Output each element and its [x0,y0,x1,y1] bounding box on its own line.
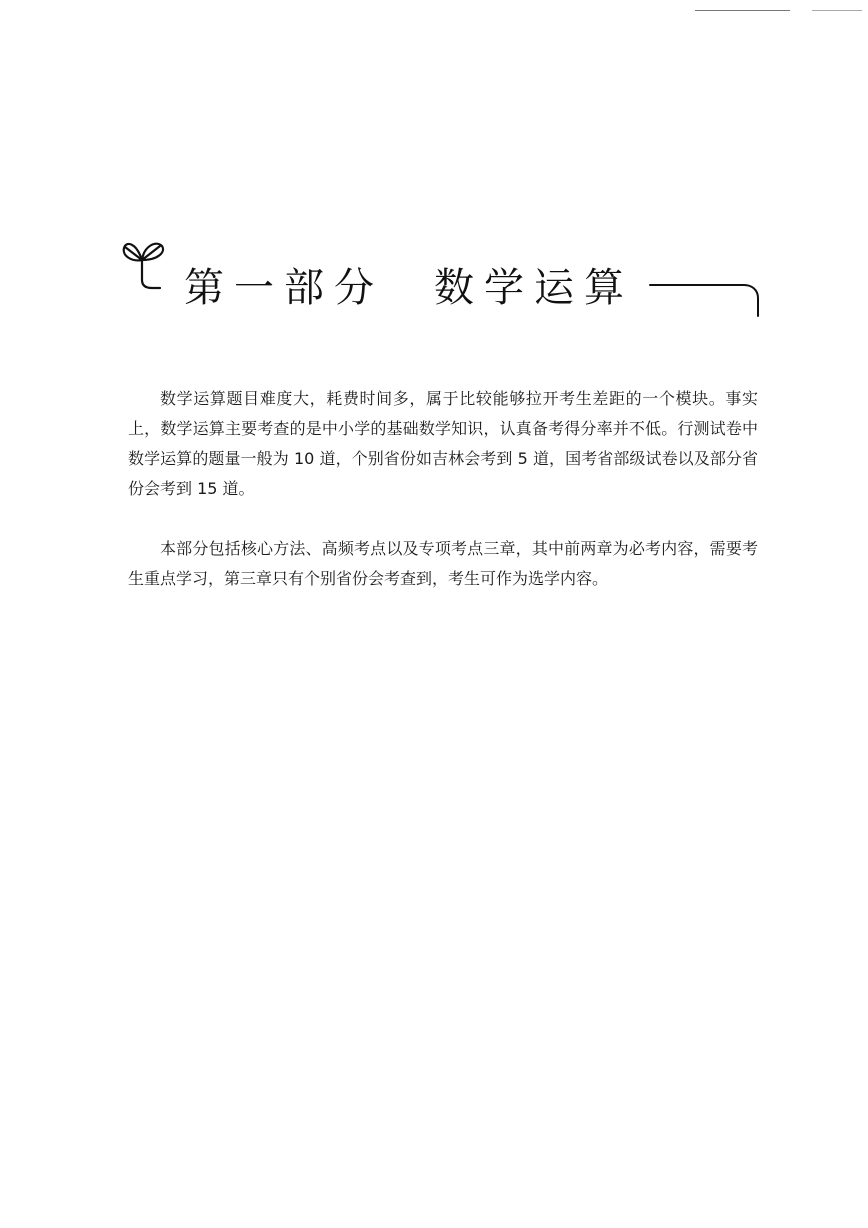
part-heading [118,238,768,318]
sprout-icon [118,238,188,302]
scan-mark [695,10,790,11]
scan-mark [812,10,862,11]
intro-paragraph-1: 数学运算题目难度大，耗费时间多，属于比较能够拉开考生差距的一个模块。事实上，数学运算主要考查的是中小学的基础数学知识，认真备考得分率并不低。行测试卷中数学运算的题量一般为 10 道，个别省份如吉林会考到 5 道，国考省部级试卷以及部分省份会考到 15 道。 [128,389,758,498]
intro-paragraph-2: 本部分包括核心方法、高频考点以及专项考点三章，其中前两章为必考内容，需要考生重点学习，第三章只有个别省份会考查到，考生可作为选学内容。 [128,539,758,588]
page-title: 第一部分 数学运算 [184,265,634,311]
intro-text [128,384,758,594]
scan-artifact-marks [695,9,865,13]
title-underline-rule [648,282,760,318]
